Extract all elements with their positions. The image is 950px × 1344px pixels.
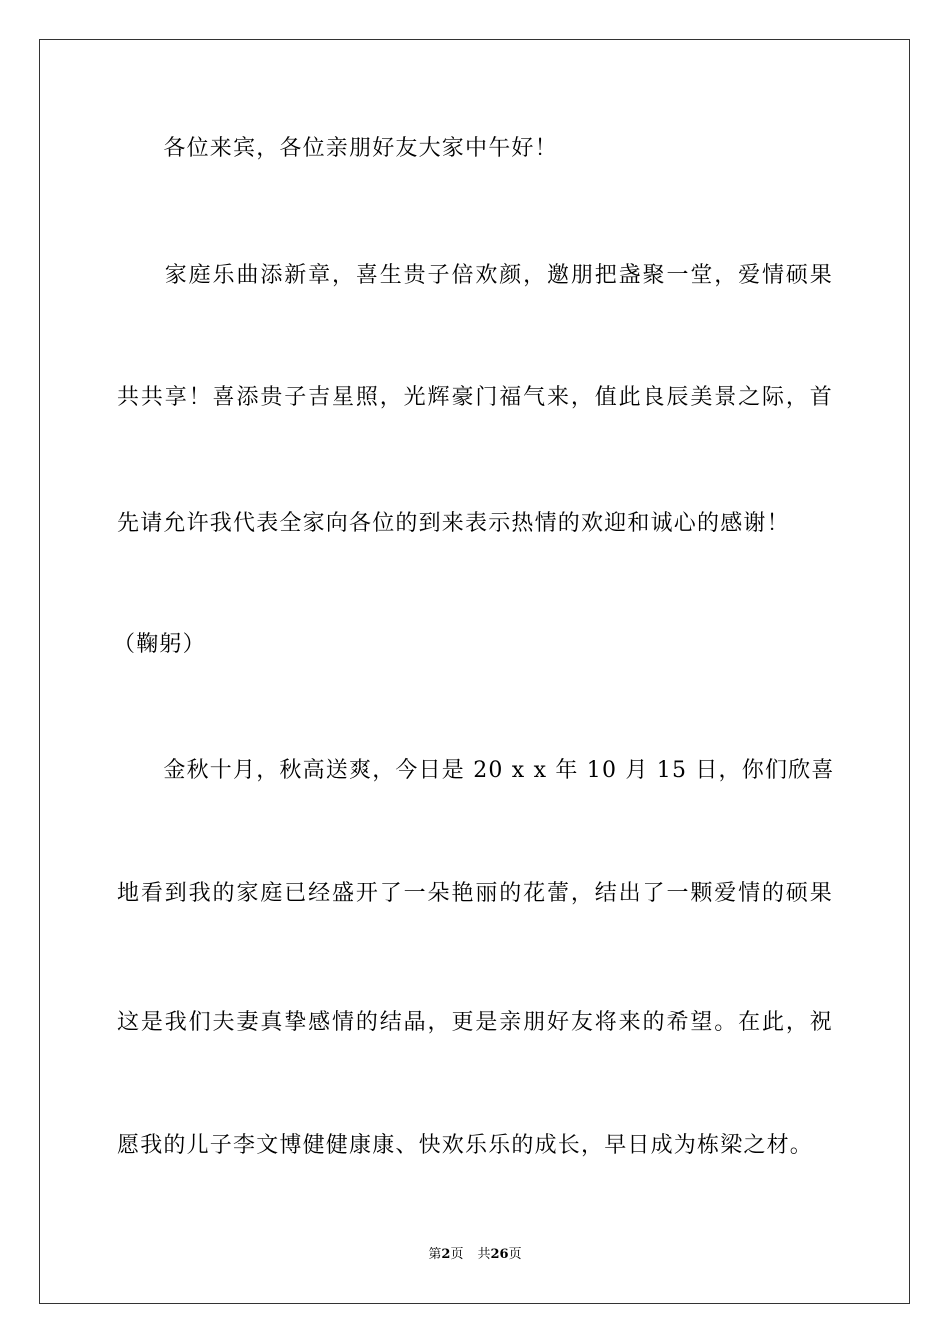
text-line-7: 地看到我的家庭已经盛开了一朵艳丽的花蕾，结出了一颗爱情的硕果 — [117, 881, 833, 906]
page-label-prefix: 第 — [428, 1247, 442, 1262]
text-line-9: 愿我的儿子李文博健健康康、快欢乐乐的成长，早日成为栋梁之材。 — [117, 1133, 814, 1158]
page-number: 2 — [441, 1247, 451, 1262]
text-line-2: 家庭乐曲添新章，喜生贵子倍欢颜，邀朋把盏聚一堂，爱情硕果 — [117, 263, 833, 288]
page-frame — [39, 39, 910, 1304]
text-line-1: 各位来宾，各位亲朋好友大家中午好！ — [117, 136, 558, 161]
text-line-3: 共共享！喜添贵子吉星照，光辉豪门福气来，值此良辰美景之际，首 — [117, 385, 833, 410]
total-pages: 26 — [490, 1247, 509, 1262]
text-line-6: 金秋十月，秋高送爽，今日是 20 x x 年 10 月 15 日，你们欣喜 — [117, 758, 835, 783]
page-footer — [0, 1246, 950, 1264]
text-line-8: 这是我们夫妻真挚感情的结晶，更是亲朋好友将来的希望。在此，祝 — [117, 1010, 833, 1035]
text-line-4: 先请允许我代表全家向各位的到来表示热情的欢迎和诚心的感谢！ — [117, 511, 790, 536]
text-line-5: （鞠躬） — [113, 632, 206, 657]
total-label-prefix: 共 — [477, 1247, 491, 1262]
total-label-suffix: 页 — [508, 1247, 522, 1262]
page-label-suffix: 页 — [450, 1247, 464, 1262]
